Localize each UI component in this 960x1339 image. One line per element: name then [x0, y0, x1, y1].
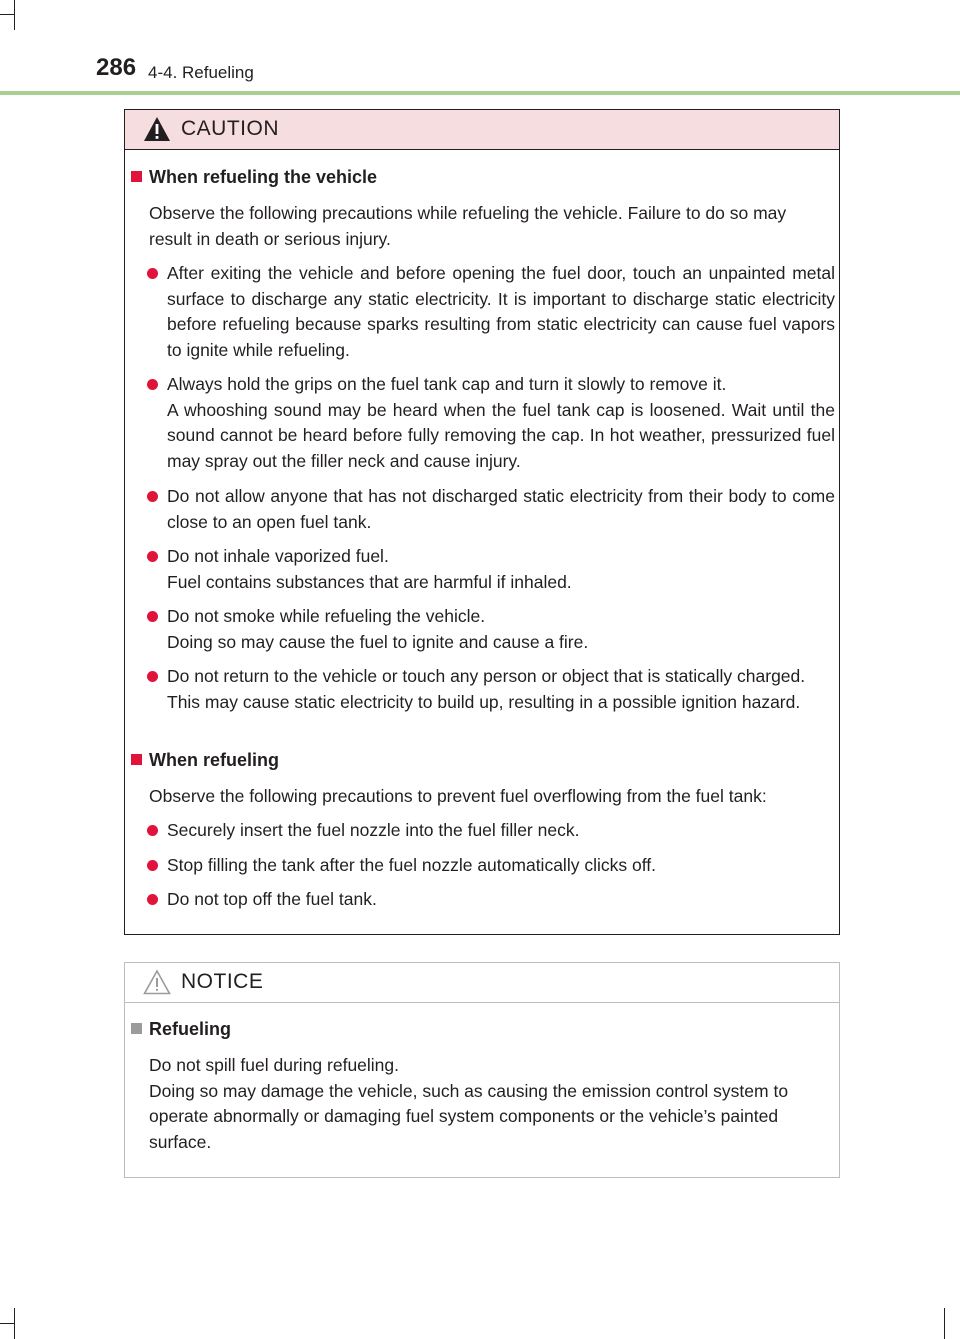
- notice-header: [125, 963, 839, 1003]
- bullet-item: Do not return to the vehicle or touch any person or object that is statically charged. This may cause static electricity to build up, resulting in a possible ignition hazard.: [147, 664, 835, 715]
- crop-mark-bottom-left-h: [0, 1323, 14, 1324]
- bullet-item: Securely insert the fuel nozzle into the fuel filler neck.: [147, 818, 835, 844]
- section-square-icon: [131, 171, 142, 182]
- bullet-item: Do not inhale vaporized fuel. Fuel contains substances that are harmful if inhaled.: [147, 544, 835, 595]
- section-square-icon: [131, 1023, 142, 1034]
- notice-heading: Refueling: [131, 1019, 231, 1040]
- page-number: 286: [96, 54, 137, 81]
- section-title: 4-4. Refueling: [148, 63, 254, 82]
- bullet-icon: [147, 825, 158, 836]
- caution-box: [124, 109, 840, 935]
- caution-label: CAUTION: [181, 117, 279, 140]
- bullet-icon: [147, 611, 158, 622]
- crop-mark-top-left-v: [14, 0, 15, 30]
- caution-intro-2: Observe the following precautions to prevent fuel overflowing from the fuel tank:: [149, 786, 767, 806]
- bullet-item: Always hold the grips on the fuel tank cap and turn it slowly to remove it. A whooshing sound may be heard when the fuel tank cap is loosened. Wait until the sound cannot be heard before fully removing the cap. In hot weather, pressurized fuel may spray out the filler neck and cause injury.: [147, 372, 835, 474]
- crop-mark-bottom-left-v: [14, 1308, 15, 1339]
- notice-triangle-icon: [143, 969, 171, 995]
- page-header: [96, 54, 836, 88]
- caution-heading-refueling-vehicle: When refueling the vehicle: [131, 167, 377, 188]
- notice-text: Do not spill fuel during refueling. Doing so may damage the vehicle, such as causing the emission control system to operate abnormally or damaging fuel system components or the vehicle’s painted surface.: [149, 1055, 789, 1152]
- bullet-item: After exiting the vehicle and before opening the fuel door, touch an unpainted metal surface to discharge any static electricity. It is important to discharge static electricity before refueling because sparks resulting from static electricity can cause fuel vapors to ignite while refueling.: [147, 261, 835, 363]
- bullet-item: Do not allow anyone that has not discharged static electricity from their body to come close to an open fuel tank.: [147, 484, 835, 535]
- bullet-icon: [147, 491, 158, 502]
- bullet-icon: [147, 860, 158, 871]
- warning-triangle-icon: [143, 116, 171, 142]
- header-rule: [0, 91, 960, 95]
- bullet-icon: [147, 894, 158, 905]
- crop-mark-top-left-h: [0, 14, 14, 15]
- bullet-item: Stop filling the tank after the fuel nozzle automatically clicks off.: [147, 853, 835, 879]
- caution-heading-when-refueling: When refueling: [131, 750, 279, 771]
- crop-mark-right-v: [944, 1308, 945, 1339]
- notice-box: [124, 962, 840, 1178]
- bullet-item: Do not top off the fuel tank.: [147, 887, 835, 913]
- bullet-icon: [147, 268, 158, 279]
- bullet-icon: [147, 551, 158, 562]
- section-square-icon: [131, 754, 142, 765]
- bullet-item: Do not smoke while refueling the vehicle. Doing so may cause the fuel to ignite and cause a fire.: [147, 604, 835, 655]
- caution-header: [125, 110, 839, 150]
- caution-intro-1: Observe the following precautions while refueling the vehicle. Failure to do so may result in death or serious injury.: [149, 203, 787, 249]
- bullet-icon: [147, 671, 158, 682]
- bullet-icon: [147, 379, 158, 390]
- notice-label: NOTICE: [181, 970, 264, 993]
